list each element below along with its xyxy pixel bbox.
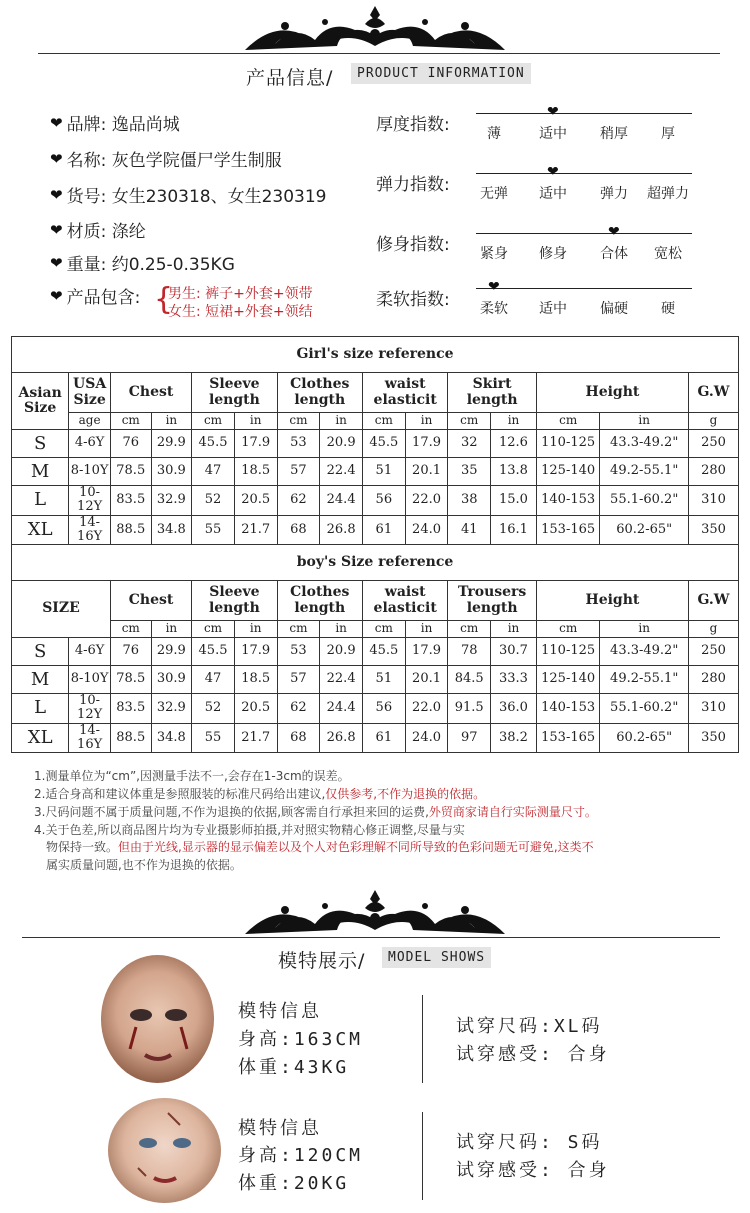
table-cell: 17.9 [234, 638, 277, 666]
table-cell: 30.7 [491, 638, 537, 666]
table-cell: 140-153 [536, 694, 600, 724]
table-cell: 17.9 [234, 430, 277, 458]
table-row [12, 430, 739, 458]
heart-marker-icon: ❤ [547, 164, 559, 180]
column-header: Asian Size [12, 373, 69, 430]
index-option: 薄 [487, 126, 501, 142]
heart-marker-icon: ❤ [488, 279, 500, 295]
heart-marker-icon: ❤ [608, 224, 620, 240]
index-option: 偏硬 [600, 301, 628, 317]
unit-cell: cm [110, 413, 151, 430]
table-cell: 32.9 [151, 486, 192, 516]
unit-cell: in [491, 621, 537, 638]
table-cell: 22.4 [320, 458, 363, 486]
unit-cell: in [405, 413, 448, 430]
table-cell: 310 [688, 486, 738, 516]
index-scale-line [476, 113, 692, 114]
table-row [12, 458, 739, 486]
table-cell: 55.1-60.2" [600, 486, 689, 516]
table-cell: 18.5 [234, 666, 277, 694]
index-option: 硬 [661, 301, 675, 317]
index-label: 厚度指数: [376, 115, 450, 135]
table-cell: 60.2-65" [600, 723, 689, 753]
index-option: 柔软 [480, 301, 508, 317]
index-option: 超弹力 [647, 186, 689, 202]
model-2-size: 试穿尺码: S码 [456, 1132, 603, 1153]
table-cell: 57 [277, 458, 320, 486]
table-cell: 17.9 [405, 430, 448, 458]
table-cell: 20.5 [234, 694, 277, 724]
index-option: 适中 [539, 126, 567, 142]
table-cell: 45.5 [192, 430, 235, 458]
table-cell: 140-153 [536, 486, 600, 516]
table-cell: 43.3-49.2" [600, 430, 689, 458]
table-cell: 76 [110, 638, 151, 666]
table-cell: 24.0 [405, 723, 448, 753]
index-label: 修身指数: [376, 235, 450, 255]
column-header: waist elasticit [362, 373, 447, 413]
divider-top [38, 53, 720, 54]
table-cell: 62 [277, 694, 320, 724]
table-cell: 24.0 [405, 515, 448, 545]
section-subtitle-model: MODEL SHOWS [382, 947, 491, 968]
section-title-product-info: 产品信息/ [246, 67, 334, 89]
boy-table-title: boy's Size reference [12, 545, 739, 581]
model-photo-1 [101, 955, 214, 1083]
note-3: 3.尺码问题不属于质量问题,不作为退换的依据,顾客需自行承担来回的运费,外贸商家请自行实际测量尺寸。 [34, 805, 597, 819]
info-package: ❤ 产品包含: [50, 286, 141, 308]
table-cell: L [12, 694, 69, 724]
unit-cell: in [151, 413, 192, 430]
table-cell: 18.5 [234, 458, 277, 486]
table-cell: 49.2-55.1" [600, 458, 689, 486]
table-cell: 17.9 [405, 638, 448, 666]
unit-cell: cm [536, 413, 600, 430]
table-cell: 45.5 [192, 638, 235, 666]
model-1-fit: 试穿感受: 合身 [456, 1044, 610, 1065]
model-1-height: 身高:163CM [238, 1029, 364, 1050]
table-cell: 14-16Y [69, 515, 111, 545]
index-option: 紧身 [480, 246, 508, 262]
table-cell: 125-140 [536, 458, 600, 486]
model-1-size: 试穿尺码:XL码 [456, 1016, 603, 1037]
heart-icon: ❤ [50, 185, 63, 204]
table-cell: 41 [448, 515, 491, 545]
unit-cell: in [405, 621, 448, 638]
model-1-weight: 体重:43KG [238, 1057, 350, 1078]
table-cell: 22.0 [405, 486, 448, 516]
table-cell: 10-12Y [69, 486, 111, 516]
table-cell: 47 [192, 666, 235, 694]
model-2-info-title: 模特信息 [238, 1118, 322, 1139]
table-cell: 280 [688, 666, 738, 694]
table-cell: 91.5 [448, 694, 491, 724]
unit-cell: in [491, 413, 537, 430]
table-cell: 45.5 [362, 638, 405, 666]
column-header: SIZE [12, 581, 111, 638]
table-cell: 55.1-60.2" [600, 694, 689, 724]
model-2-divider [422, 1112, 423, 1200]
unit-cell: cm [536, 621, 600, 638]
table-cell: 83.5 [110, 486, 151, 516]
table-cell: 68 [277, 723, 320, 753]
unit-cell: cm [192, 621, 235, 638]
table-cell: 76 [110, 430, 151, 458]
table-cell: 12.6 [491, 430, 537, 458]
table-cell: 62 [277, 486, 320, 516]
ornament-middle [225, 888, 525, 938]
note-4: 4.关于色差,所以商品图片均为专业摄影师拍摄,并对照实物精心修正调整,尽量与实 [34, 823, 465, 837]
table-cell: 4-6Y [69, 638, 111, 666]
table-cell: 55 [192, 723, 235, 753]
table-cell: 35 [448, 458, 491, 486]
table-cell: 24.4 [320, 694, 363, 724]
table-cell: 53 [277, 638, 320, 666]
table-cell: 56 [362, 486, 405, 516]
table-cell: 20.9 [320, 638, 363, 666]
unit-cell: cm [277, 621, 320, 638]
info-brand: ❤ 品牌: 逸品尚城 [50, 113, 180, 135]
table-cell: 56 [362, 694, 405, 724]
info-sku: ❤ 货号: 女生230318、女生230319 [50, 185, 327, 207]
model-1-divider [422, 995, 423, 1083]
unit-cell: cm [192, 413, 235, 430]
table-cell: L [12, 486, 69, 516]
table-cell: XL [12, 723, 69, 753]
table-cell: 22.0 [405, 694, 448, 724]
table-cell: 57 [277, 666, 320, 694]
info-name: ❤ 名称: 灰色学院僵尸学生制服 [50, 149, 282, 171]
heart-marker-icon: ❤ [547, 104, 559, 120]
table-row [12, 638, 739, 666]
table-cell: 30.9 [151, 458, 192, 486]
index-option: 宽松 [654, 246, 682, 262]
index-option: 弹力 [600, 186, 628, 202]
table-cell: 60.2-65" [600, 515, 689, 545]
table-cell: 250 [688, 430, 738, 458]
unit-cell: cm [110, 621, 151, 638]
index-option: 适中 [539, 186, 567, 202]
table-cell: 38.2 [491, 723, 537, 753]
note-2: 2.适合身高和建议体重是参照服装的标准尺码给出建议,仅供参考,不作为退换的依据。 [34, 787, 486, 801]
table-cell: 83.5 [110, 694, 151, 724]
table-row [12, 666, 739, 694]
package-female: 女生: 短裙+外套+领结 [168, 304, 313, 320]
heart-icon: ❤ [50, 253, 63, 272]
table-cell: M [12, 666, 69, 694]
model-photo-2 [108, 1098, 221, 1203]
index-option: 厚 [661, 126, 675, 142]
model-2-fit: 试穿感受: 合身 [456, 1160, 610, 1181]
package-bracket: { [154, 282, 174, 317]
table-cell: 24.4 [320, 486, 363, 516]
column-header: Height [536, 581, 688, 621]
table-cell: S [12, 430, 69, 458]
column-header: Clothes length [277, 581, 362, 621]
table-cell: 34.8 [151, 723, 192, 753]
info-material: ❤ 材质: 涤纶 [50, 220, 146, 242]
column-header: Sleeve length [192, 581, 277, 621]
table-cell: 52 [192, 486, 235, 516]
column-header: G.W [688, 373, 738, 413]
table-cell: 78.5 [110, 666, 151, 694]
unit-cell: in [600, 413, 689, 430]
table-cell: 8-10Y [69, 666, 111, 694]
table-cell: 32.9 [151, 694, 192, 724]
index-option: 稍厚 [600, 126, 628, 142]
unit-cell: cm [362, 621, 405, 638]
info-weight: ❤ 重量: 约0.25-0.35KG [50, 253, 235, 275]
table-cell: 4-6Y [69, 430, 111, 458]
table-cell: 32 [448, 430, 491, 458]
index-scale-line [476, 288, 692, 289]
table-cell: 350 [688, 723, 738, 753]
index-label: 柔软指数: [376, 290, 450, 310]
table-cell: 16.1 [491, 515, 537, 545]
table-cell: 20.9 [320, 430, 363, 458]
unit-cell: in [600, 621, 689, 638]
table-cell: 84.5 [448, 666, 491, 694]
table-cell: 34.8 [151, 515, 192, 545]
unit-cell: cm [448, 621, 491, 638]
unit-cell: in [151, 621, 192, 638]
table-cell: 21.7 [234, 723, 277, 753]
table-cell: 36.0 [491, 694, 537, 724]
model-1-info-title: 模特信息 [238, 1001, 322, 1022]
table-row [12, 515, 739, 545]
table-cell: 88.5 [110, 515, 151, 545]
column-header: USA Size [69, 373, 111, 413]
table-row [12, 694, 739, 724]
column-header: Skirt length [448, 373, 537, 413]
table-cell: 110-125 [536, 638, 600, 666]
unit-cell: in [320, 621, 363, 638]
ornament-top [225, 4, 525, 54]
divider-middle [22, 937, 720, 938]
heart-icon: ❤ [50, 286, 63, 305]
table-cell: 78 [448, 638, 491, 666]
table-cell: 88.5 [110, 723, 151, 753]
heart-icon: ❤ [50, 113, 63, 132]
index-option: 适中 [539, 301, 567, 317]
table-cell: 33.3 [491, 666, 537, 694]
table-cell: 13.8 [491, 458, 537, 486]
unit-cell: cm [362, 413, 405, 430]
table-cell: 45.5 [362, 430, 405, 458]
table-cell: 350 [688, 515, 738, 545]
table-cell: 30.9 [151, 666, 192, 694]
table-cell: 51 [362, 458, 405, 486]
column-header: Chest [110, 373, 191, 413]
table-cell: 29.9 [151, 638, 192, 666]
table-cell: 22.4 [320, 666, 363, 694]
table-cell: 47 [192, 458, 235, 486]
boy-size-table [11, 544, 739, 753]
column-header: Sleeve length [192, 373, 277, 413]
table-cell: 153-165 [536, 723, 600, 753]
table-cell: 97 [448, 723, 491, 753]
table-cell: 43.3-49.2" [600, 638, 689, 666]
table-cell: 20.1 [405, 458, 448, 486]
table-cell: 26.8 [320, 723, 363, 753]
index-option: 合体 [600, 246, 628, 262]
unit-cell: cm [277, 413, 320, 430]
unit-cell: g [688, 621, 738, 638]
table-cell: 8-10Y [69, 458, 111, 486]
column-header: Height [536, 373, 688, 413]
column-header: G.W [688, 581, 738, 621]
model-2-height: 身高:120CM [238, 1145, 364, 1166]
table-cell: 49.2-55.1" [600, 666, 689, 694]
table-cell: 38 [448, 486, 491, 516]
unit-cell: age [69, 413, 111, 430]
unit-cell: g [688, 413, 738, 430]
note-1: 1.测量单位为“cm”,因测量手法不一,会存在1-3cm的误差。 [34, 769, 350, 783]
table-cell: 310 [688, 694, 738, 724]
table-cell: 125-140 [536, 666, 600, 694]
girl-size-table [11, 336, 739, 545]
table-cell: 250 [688, 638, 738, 666]
index-option: 无弹 [480, 186, 508, 202]
package-male: 男生: 裤子+外套+领带 [168, 286, 313, 302]
table-cell: 68 [277, 515, 320, 545]
section-title-model: 模特展示/ [278, 950, 366, 972]
table-cell: XL [12, 515, 69, 545]
index-label: 弹力指数: [376, 175, 450, 195]
table-cell: 51 [362, 666, 405, 694]
model-2-weight: 体重:20KG [238, 1173, 350, 1194]
table-cell: 61 [362, 723, 405, 753]
column-header: Trousers length [448, 581, 537, 621]
table-cell: 14-16Y [69, 723, 111, 753]
heart-icon: ❤ [50, 149, 63, 168]
unit-cell: cm [448, 413, 491, 430]
table-cell: 61 [362, 515, 405, 545]
table-row [12, 486, 739, 516]
table-cell: 110-125 [536, 430, 600, 458]
table-cell: 55 [192, 515, 235, 545]
table-cell: 53 [277, 430, 320, 458]
index-scale-line [476, 233, 692, 234]
table-cell: 15.0 [491, 486, 537, 516]
table-row [12, 723, 739, 753]
table-cell: 280 [688, 458, 738, 486]
table-cell: 29.9 [151, 430, 192, 458]
table-cell: 21.7 [234, 515, 277, 545]
unit-cell: in [234, 621, 277, 638]
unit-cell: in [320, 413, 363, 430]
table-cell: S [12, 638, 69, 666]
table-cell: 20.5 [234, 486, 277, 516]
column-header: Chest [110, 581, 191, 621]
table-cell: M [12, 458, 69, 486]
index-option: 修身 [539, 246, 567, 262]
table-cell: 153-165 [536, 515, 600, 545]
column-header: waist elasticit [362, 581, 447, 621]
column-header: Clothes length [277, 373, 362, 413]
section-subtitle-product-info: PRODUCT INFORMATION [351, 63, 531, 84]
girl-table-title: Girl's size reference [12, 337, 739, 373]
index-scale-line [476, 173, 692, 174]
table-cell: 52 [192, 694, 235, 724]
table-cell: 78.5 [110, 458, 151, 486]
note-4-cont: 物保持一致。但由于光线,显示器的显示偏差以及个人对色彩理解不同所导致的色彩问题无可避免,这类不 [46, 840, 594, 854]
heart-icon: ❤ [50, 220, 63, 239]
table-cell: 20.1 [405, 666, 448, 694]
table-cell: 26.8 [320, 515, 363, 545]
unit-cell: in [234, 413, 277, 430]
table-cell: 10-12Y [69, 694, 111, 724]
note-4-end: 属实质量问题,也不作为退换的依据。 [46, 858, 242, 872]
